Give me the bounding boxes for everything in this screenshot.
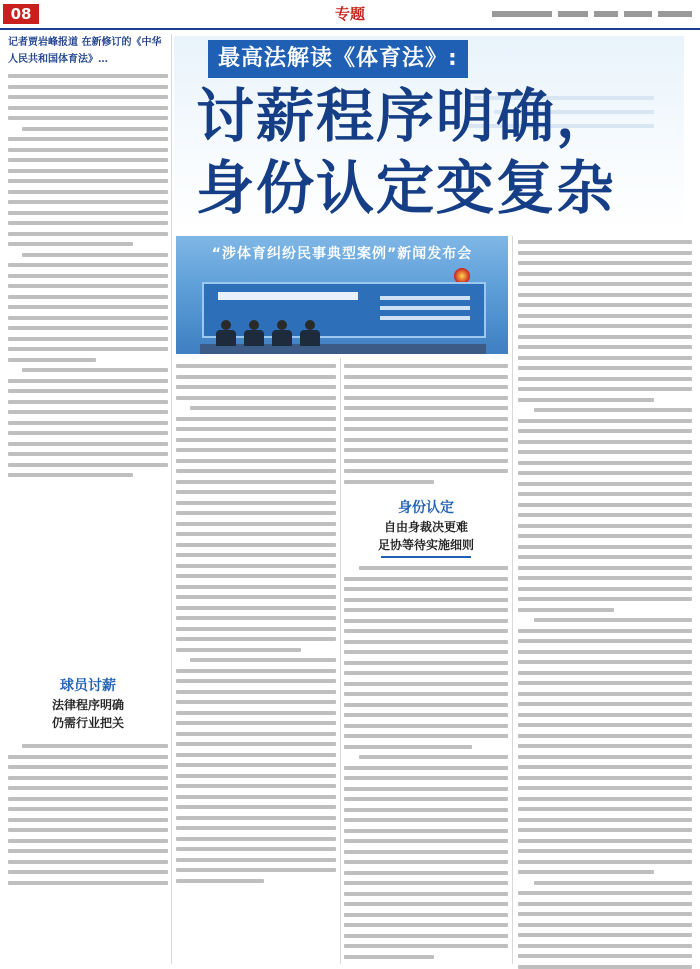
middle-column-b-bottom [344,560,508,965]
subhead-player-wage [10,676,166,732]
headline-block [174,36,684,232]
person-figure [244,320,264,346]
page-number: 08 [3,4,39,24]
middle-column-b [344,358,508,490]
subhead-line: 自由身裁决更难 [383,520,468,534]
masthead-info [492,8,692,20]
subhead-line: 仍需行业把关 [51,716,124,730]
headline-kicker: 最高法解读《体育法》: [208,40,468,78]
press-conference-photo [176,236,508,354]
article-lead: 记者贾岩峰报道 在新修订的《中华人民共和国体育法》… [8,37,162,65]
headline-title: 讨薪程序明确， 身份认定变复杂 [196,82,617,222]
person-figure [272,320,292,346]
subhead-line: 法律程序明确 [51,698,124,712]
subhead-identity [346,498,506,558]
person-figure [216,320,236,346]
photo-banner: “涉体育纠纷民事典型案例”新闻发布会 [211,246,473,262]
body-text [8,74,168,477]
person-figure [300,320,320,346]
left-column [8,34,168,484]
column-rule [171,34,172,964]
column-rule [340,358,341,964]
page-header [0,0,700,30]
section-label: 专题 [334,5,365,23]
subhead-line: 足协等待实施细则 [377,538,474,552]
left-column-bottom [8,738,168,891]
right-column [518,234,692,969]
subhead-label: 身份认定 [398,500,454,516]
column-rule [512,236,513,964]
middle-column-a [176,358,336,889]
desk [200,344,486,354]
subhead-label: 球员讨薪 [60,678,116,694]
